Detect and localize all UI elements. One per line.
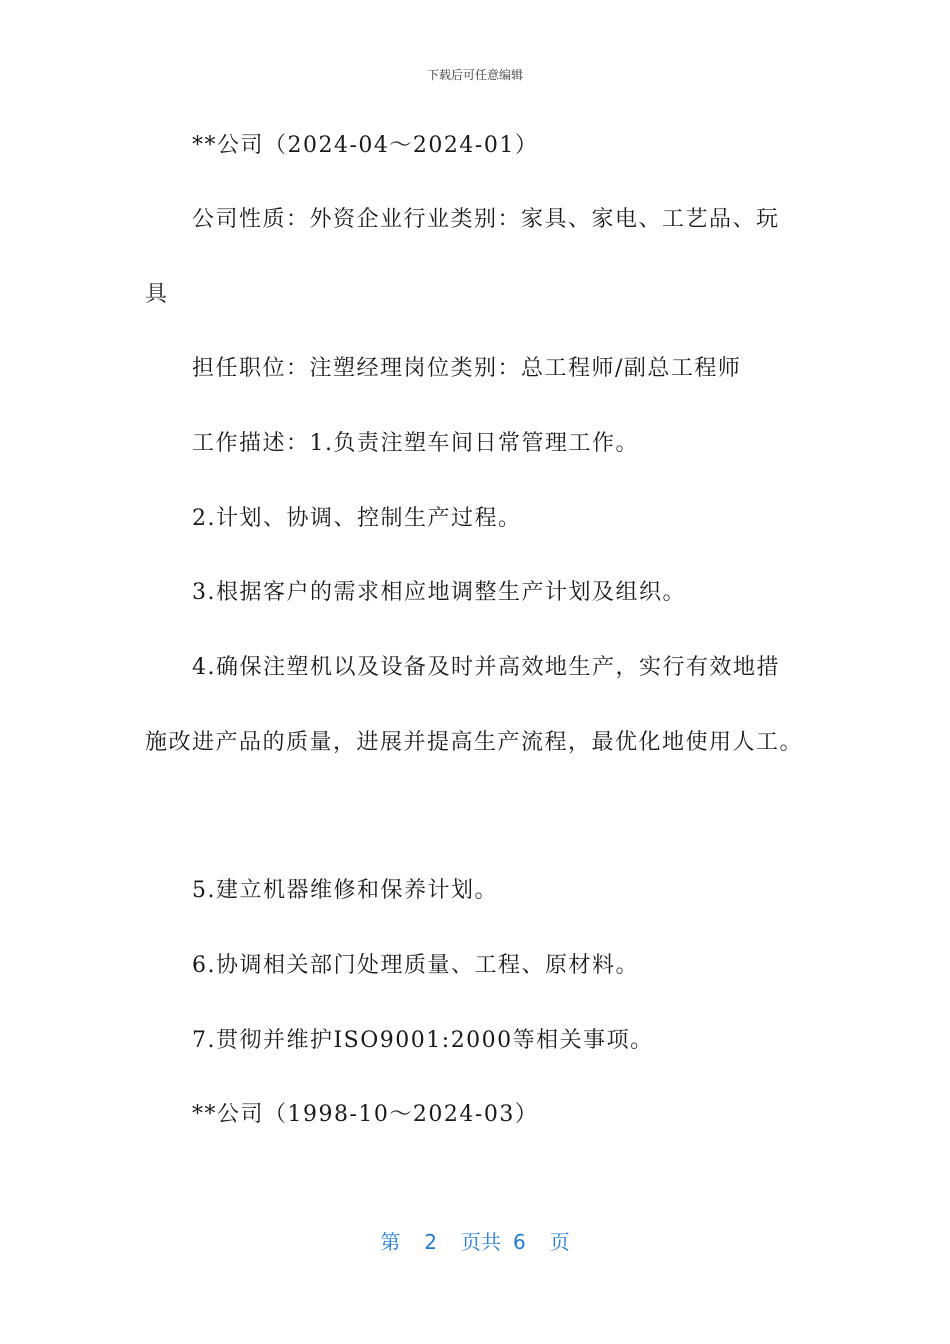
- footer-middle: 页共: [461, 1230, 501, 1254]
- footer-suffix: 页: [549, 1230, 570, 1254]
- company-heading-1: **公司（2024-04～2024-01）: [192, 133, 539, 158]
- duty-item-4: 4.确保注塑机以及设备及时并高效地生产，实行有效地措: [192, 655, 780, 680]
- footer-prefix: 第: [380, 1230, 401, 1254]
- duty-item-5: 5.建立机器维修和保养计划。: [192, 878, 498, 903]
- company-nature-wrap: 具: [145, 282, 169, 307]
- job-description: 工作描述：1.负责注塑车间日常管理工作。: [192, 431, 639, 456]
- duty-item-4-wrap: 施改进产品的质量，进展并提高生产流程，最优化地使用人工。: [145, 730, 804, 755]
- footer-page-number: 2: [424, 1230, 437, 1254]
- footer-total-pages: 6: [513, 1230, 526, 1254]
- duty-item-6: 6.协调相关部门处理质量、工程、原材料。: [192, 953, 639, 978]
- position-info: 担任职位：注塑经理岗位类别：总工程师/副总工程师: [192, 356, 742, 381]
- page-header: 下载后可任意编辑: [426, 68, 523, 82]
- duty-item-7: 7.贯彻并维护ISO9001:2000等相关事项。: [192, 1028, 654, 1053]
- duty-item-3: 3.根据客户的需求相应地调整生产计划及组织。: [192, 580, 686, 605]
- company-heading-2: **公司（1998-10～2024-03）: [192, 1102, 539, 1127]
- company-nature: 公司性质：外资企业行业类别：家具、家电、工艺品、玩: [192, 207, 780, 232]
- duty-item-2: 2.计划、协调、控制生产过程。: [192, 506, 522, 531]
- page-footer: [0, 1226, 950, 1255]
